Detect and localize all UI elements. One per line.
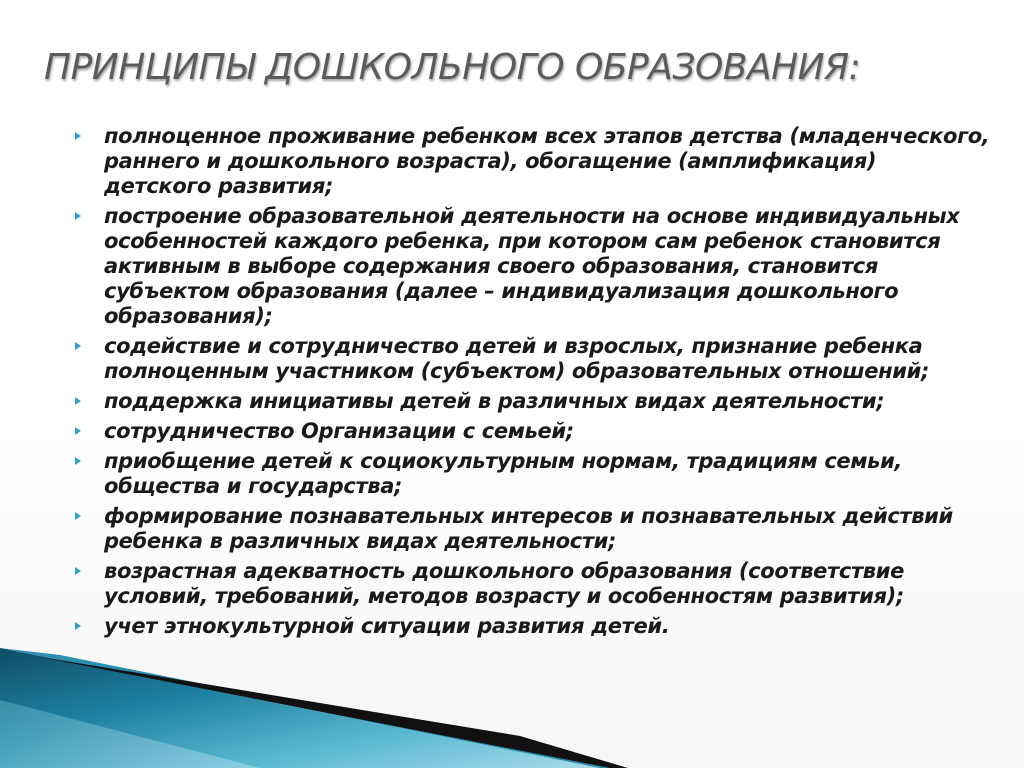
list-item xyxy=(70,204,990,329)
triangle-bullet-icon xyxy=(75,512,81,520)
list-item xyxy=(70,124,990,199)
bullet-text: сотрудничество Организации с семьей; xyxy=(104,419,574,443)
bullet-text: приобщение детей к социокультурным нормам, традициям семьи, общества и государства; xyxy=(104,449,903,498)
triangle-bullet-icon xyxy=(75,397,81,405)
bullet-text: формирование познавательных интересов и познавательных действий ребенка в различных видах деятельности; xyxy=(104,504,953,553)
list-item xyxy=(70,614,990,639)
bullet-text: содействие и сотрудничество детей и взрослых, признание ребенка полноценным участником (субъектом) образовательных отношений; xyxy=(104,334,930,383)
triangle-bullet-icon xyxy=(75,342,81,350)
list-item xyxy=(70,504,990,554)
bullet-text: построение образовательной деятельности на основе индивидуальных особенностей каждого ребенка, при котором сам ребенок становится активным в выборе содержания своего образования, становится субъектом образования (далее – индивидуализация дошкольного образования); xyxy=(104,204,960,328)
triangle-bullet-icon xyxy=(75,567,81,575)
list-item xyxy=(70,559,990,609)
bullet-text: поддержка инициативы детей в различных видах деятельности; xyxy=(104,389,885,413)
list-item xyxy=(70,419,990,444)
slide-title: ПРИНЦИПЫ ДОШКОЛЬНОГО ОБРАЗОВАНИЯ: xyxy=(44,47,861,88)
triangle-bullet-icon xyxy=(75,427,81,435)
bullet-text: возрастная адекватность дошкольного образования (соответствие условий, требований, методов возрасту и особенностям развития); xyxy=(104,559,904,608)
list-item xyxy=(70,449,990,499)
bullet-list xyxy=(70,124,990,644)
list-item xyxy=(70,389,990,414)
bullet-text: учет этнокультурной ситуации развития детей. xyxy=(104,614,670,638)
list-item xyxy=(70,334,990,384)
triangle-bullet-icon xyxy=(75,212,81,220)
triangle-bullet-icon xyxy=(75,132,81,140)
bullet-text: полноценное проживание ребенком всех этапов детства (младенческого, раннего и дошкольного возраста), обогащение (амплификация) детского развития; xyxy=(104,124,990,198)
triangle-bullet-icon xyxy=(75,457,81,465)
triangle-bullet-icon xyxy=(75,622,81,630)
